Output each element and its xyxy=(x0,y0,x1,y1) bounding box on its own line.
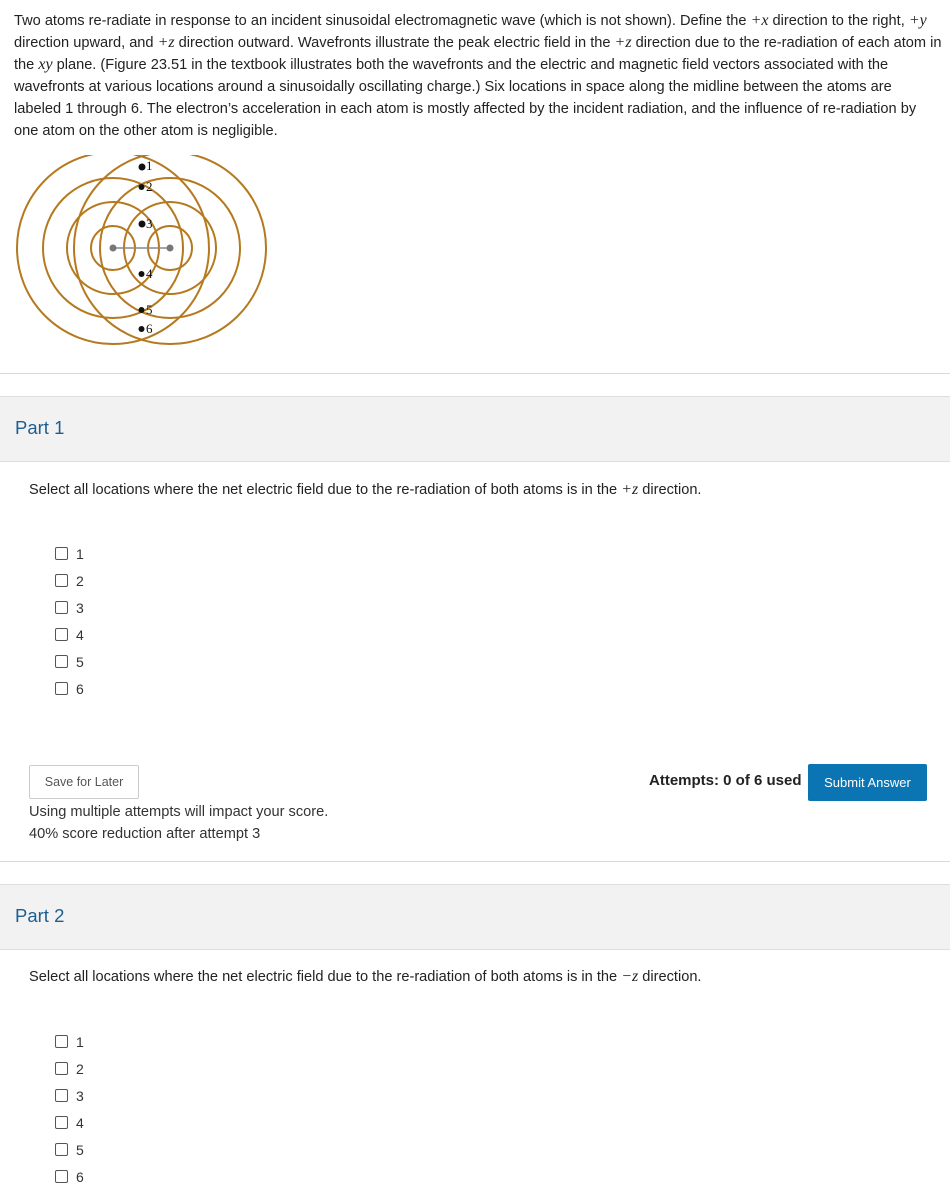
checkbox[interactable] xyxy=(55,1035,68,1048)
checkbox[interactable] xyxy=(55,655,68,668)
checkbox[interactable] xyxy=(55,1116,68,1129)
location-dot-5 xyxy=(139,307,145,313)
location-dot-6 xyxy=(139,326,145,332)
part1-option-3[interactable]: 3 xyxy=(55,594,84,621)
part2-title: Part 2 xyxy=(15,905,65,926)
part1-option-2[interactable]: 2 xyxy=(55,567,84,594)
part2-option-5[interactable]: 5 xyxy=(55,1136,84,1163)
checkbox[interactable] xyxy=(55,1143,68,1156)
submit-answer-button[interactable]: Submit Answer xyxy=(808,764,927,801)
part2-prompt: Select all locations where the net electric field due to the re-radiation of both atoms is in the −z direction. xyxy=(29,968,702,985)
checkbox[interactable] xyxy=(55,601,68,614)
checkbox[interactable] xyxy=(55,1062,68,1075)
attempts-note: Using multiple attempts will impact your score. xyxy=(29,804,329,820)
part2-option-1[interactable]: 1 xyxy=(55,1028,84,1055)
checkbox[interactable] xyxy=(55,1089,68,1102)
part1-title: Part 1 xyxy=(15,417,65,438)
part2-header xyxy=(0,884,950,950)
part2-option-3[interactable]: 3 xyxy=(55,1082,84,1109)
location-label-2: 2 xyxy=(146,179,153,194)
location-dot-1 xyxy=(139,164,146,171)
location-label-1: 1 xyxy=(146,158,153,173)
part1-option-6[interactable]: 6 xyxy=(55,675,84,702)
location-label-4: 4 xyxy=(146,266,153,281)
location-dot-4 xyxy=(139,271,145,277)
right-atom xyxy=(167,245,174,252)
part1-option-5[interactable]: 5 xyxy=(55,648,84,675)
part1-prompt: Select all locations where the net electric field due to the re-radiation of both atoms is in the +z direction. xyxy=(29,481,702,498)
question-text: Two atoms re-radiate in response to an incident sinusoidal electromagnetic wave (which is not shown). Define the +x direction to the right, +y direction upward, and +z direction outward. Wavefronts illustrate the peak electric field in the +z direction due to the re-radiation of each atom in the xy plane. (Figure 23.51 in the textbook illustrates both the wavefronts and the electric and magnetic field vectors associated with the wavefronts at various locations around a sinusoidally oscillating charge.) Six locations in space along the midline between the atoms are labeled 1 through 6. The electron’s acceleration in each atom is mostly affected by the incident radiation, and the influence of re-radiation by one atom on the other atom is negligible. xyxy=(14,12,942,139)
part2-options xyxy=(55,1028,84,1190)
location-label-5: 5 xyxy=(146,302,153,317)
part1-option-1[interactable]: 1 xyxy=(55,540,84,567)
score-reduction-note: 40% score reduction after attempt 3 xyxy=(29,826,261,842)
checkbox[interactable] xyxy=(55,628,68,641)
divider xyxy=(0,861,950,862)
wavefront-diagram xyxy=(12,155,274,351)
part2-option-6[interactable]: 6 xyxy=(55,1163,84,1190)
left-atom xyxy=(110,245,117,252)
location-dot-2 xyxy=(139,184,145,190)
part2-option-4[interactable]: 4 xyxy=(55,1109,84,1136)
attempts-counter: Attempts: 0 of 6 used xyxy=(649,772,802,789)
part2-option-2[interactable]: 2 xyxy=(55,1055,84,1082)
save-for-later-button[interactable]: Save for Later xyxy=(29,765,139,799)
part1-option-4[interactable]: 4 xyxy=(55,621,84,648)
checkbox[interactable] xyxy=(55,682,68,695)
location-label-6: 6 xyxy=(146,321,153,336)
part1-options xyxy=(55,540,84,702)
checkbox[interactable] xyxy=(55,574,68,587)
divider xyxy=(0,373,950,374)
checkbox[interactable] xyxy=(55,1170,68,1183)
location-dot-3 xyxy=(139,221,146,228)
location-label-3: 3 xyxy=(146,216,153,231)
checkbox[interactable] xyxy=(55,547,68,560)
part1-header xyxy=(0,396,950,462)
